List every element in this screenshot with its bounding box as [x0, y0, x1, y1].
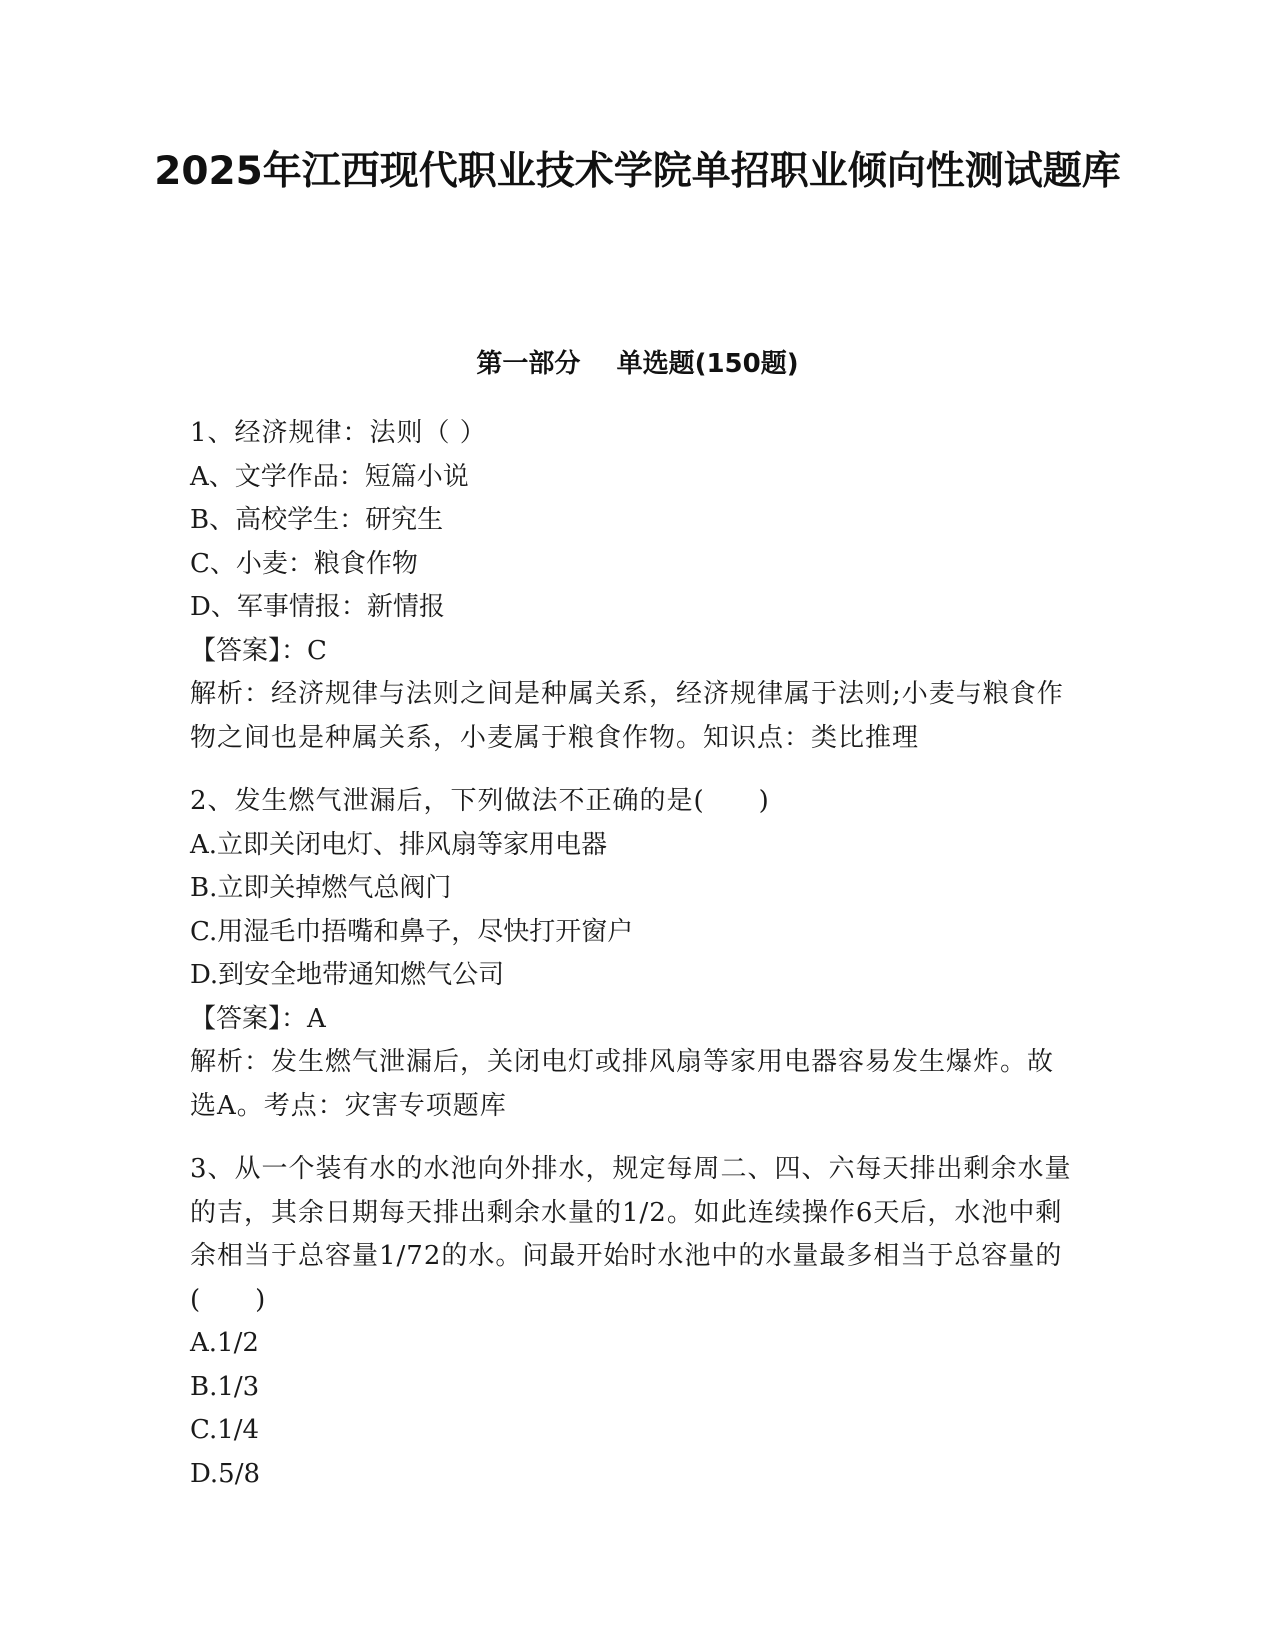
option-c: C.用湿毛巾捂嘴和鼻子，尽快打开窗户: [190, 916, 634, 947]
question-2: [190, 780, 1080, 1128]
analysis: 解析：经济规律与法则之间是种属关系，经济规律属于法则;小麦与粮食作物之间也是种属关系，小麦属于粮食作物。知识点：类比推理: [190, 679, 1064, 753]
answer: 【答案】：C: [190, 635, 327, 666]
option-a: A、文学作品：短篇小说: [190, 461, 469, 492]
section-title: 第一部分 单选题(150题): [476, 349, 799, 379]
answer: 【答案】：A: [190, 1003, 326, 1034]
question-list: [190, 412, 1080, 1516]
option-b: B、高校学生：研究生: [190, 505, 444, 535]
option-a: A.立即关闭电灯、排风扇等家用电器: [190, 829, 608, 860]
question-stem: 1、经济规律：法则（ ）: [190, 418, 487, 448]
analysis: 解析：发生燃气泄漏后，关闭电灯或排风扇等家用电器容易发生爆炸。故选A。考点：灾害专项题库: [190, 1047, 1055, 1121]
option-d: D.5/8: [190, 1458, 261, 1489]
option-c: C、小麦：粮食作物: [190, 548, 418, 579]
option-c: C.1/4: [190, 1415, 260, 1445]
option-a: A.1/2: [190, 1328, 259, 1358]
option-d: D、军事情报：新情报: [190, 592, 445, 622]
question-stem: 2、发生燃气泄漏后，下列做法不正确的是( ): [190, 786, 770, 816]
question-3: [190, 1148, 1080, 1496]
question-stem: 3、从一个装有水的水池向外排水，规定每周二、四、六每天排出剩余水量的吉，其余日期每天排出剩余水量的1/2。如此连续操作6天后，水池中剩余相当于总容量1/72的水。问最开始时水池中的水量最多相当于总容量的( ): [190, 1154, 1072, 1315]
option-b: B.立即关掉燃气总阀门: [190, 873, 452, 903]
option-d: D.到安全地带通知燃气公司: [190, 960, 505, 990]
question-1: [190, 412, 1080, 760]
option-b: B.1/3: [190, 1371, 260, 1402]
document-title: 2025年江西现代职业技术学院单招职业倾向性测试题库: [154, 149, 1121, 194]
